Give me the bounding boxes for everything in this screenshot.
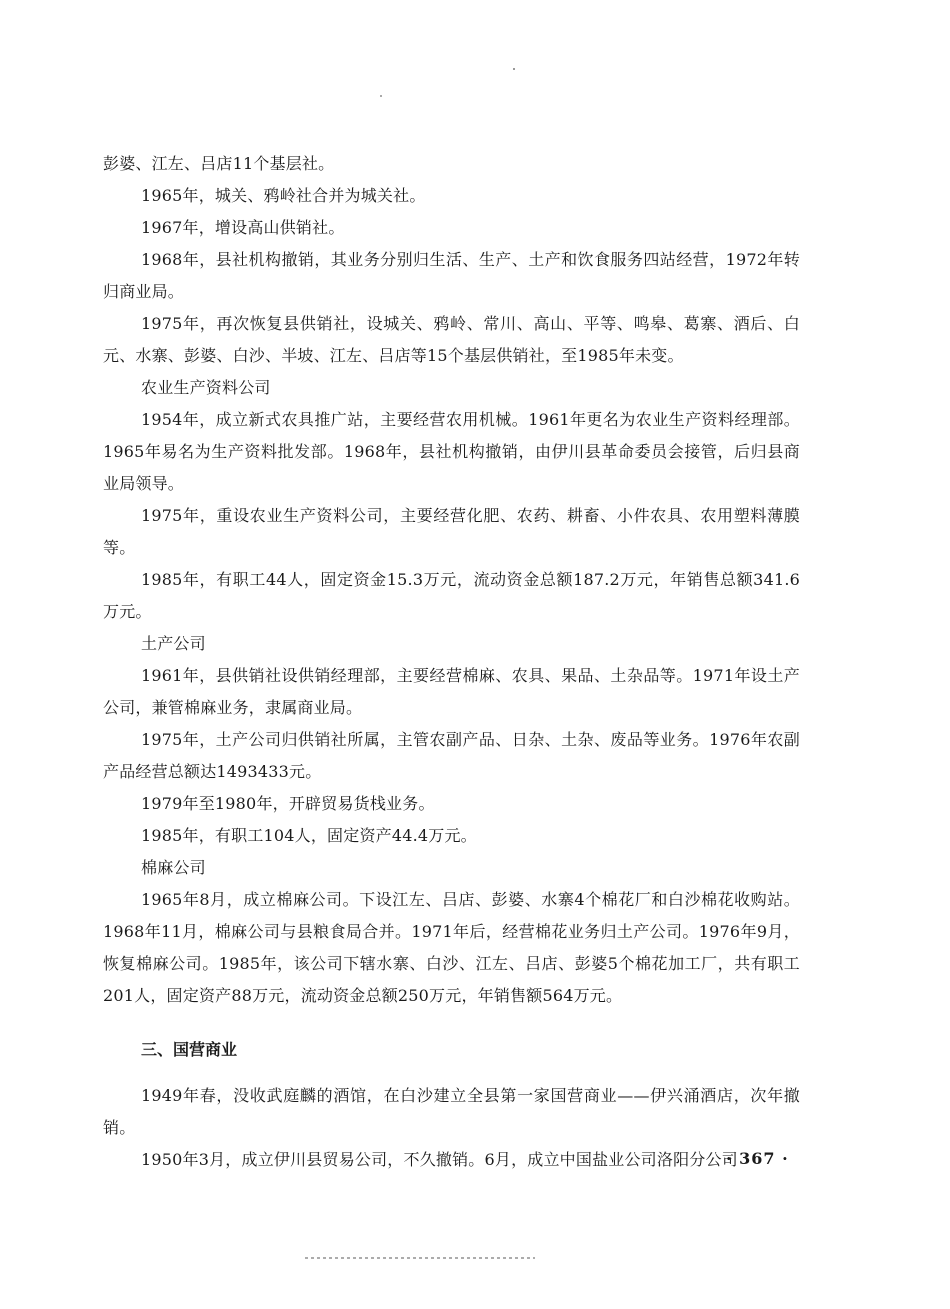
body-text — [103, 148, 800, 1176]
paragraph: 1985年，有职工104人，固定资产44.4万元。 — [141, 826, 477, 845]
paragraph: 1975年，再次恢复县供销社，设城关、鸦岭、常川、高山、平等、鸣皋、葛寨、酒后、白元、水寨、彭婆、白沙、半坡、江左、吕店等15个基层供销社，至1985年未变。 — [103, 314, 800, 365]
paragraph: 1965年，城关、鸦岭社合并为城关社。 — [141, 186, 426, 205]
paragraph: 1967年，增设高山供销社。 — [141, 218, 345, 237]
paragraph: 1968年，县社机构撤销，其业务分别归生活、生产、土产和饮食服务四站经营，1972年转归商业局。 — [103, 250, 800, 301]
paragraph: 1961年，县供销社设供销经理部，主要经营棉麻、农具、果品、土杂品等。1971年设土产公司，兼管棉麻业务，隶属商业局。 — [103, 666, 800, 717]
paragraph: 1954年，成立新式农具推广站，主要经营农用机械。1961年更名为农业生产资料经理部。1965年易名为生产资料批发部。1968年，县社机构撤销，由伊川县革命委员会接管，后归县商业局领导。 — [103, 410, 800, 493]
subsection-title-local-products: 土产公司 — [141, 634, 206, 653]
scan-speck — [380, 95, 382, 97]
scan-artifact-line — [305, 1257, 535, 1259]
page-number: · 367 · — [726, 1149, 789, 1168]
paragraph-continuation: 彭婆、江左、吕店11个基层社。 — [103, 154, 335, 173]
subsection-title-agri-supplies: 农业生产资料公司 — [141, 378, 271, 397]
section-heading: 三、国营商业 — [141, 1040, 238, 1059]
paragraph: 1975年，土产公司归供销社所属，主管农副产品、日杂、土杂、废品等业务。1976年农副产品经营总额达1493433元。 — [103, 730, 800, 781]
subsection-title-cotton-hemp: 棉麻公司 — [141, 858, 206, 877]
paragraph: 1985年，有职工44人，固定资金15.3万元，流动资金总额187.2万元，年销售总额341.6万元。 — [103, 570, 800, 621]
paragraph: 1949年春，没收武庭麟的酒馆，在白沙建立全县第一家国营商业——伊兴涌酒店，次年撤销。 — [103, 1086, 800, 1137]
scan-speck — [513, 68, 515, 70]
paragraph: 1975年，重设农业生产资料公司，主要经营化肥、农药、耕畜、小件农具、农用塑料薄膜等。 — [103, 506, 800, 557]
paragraph: 1965年8月，成立棉麻公司。下设江左、吕店、彭婆、水寨4个棉花厂和白沙棉花收购站。1968年11月，棉麻公司与县粮食局合并。1971年后，经营棉花业务归土产公司。1976年9月，恢复棉麻公司。1985年，该公司下辖水寨、白沙、江左、吕店、彭婆5个棉花加工厂，共有职工201人，固定资产88万元，流动资金总额250万元，年销售额564万元。 — [103, 890, 800, 1005]
paragraph: 1979年至1980年，开辟贸易货栈业务。 — [141, 794, 435, 813]
paragraph: 1950年3月，成立伊川县贸易公司，不久撤销。6月，成立中国盐业公司洛阳分公司 — [141, 1150, 738, 1169]
